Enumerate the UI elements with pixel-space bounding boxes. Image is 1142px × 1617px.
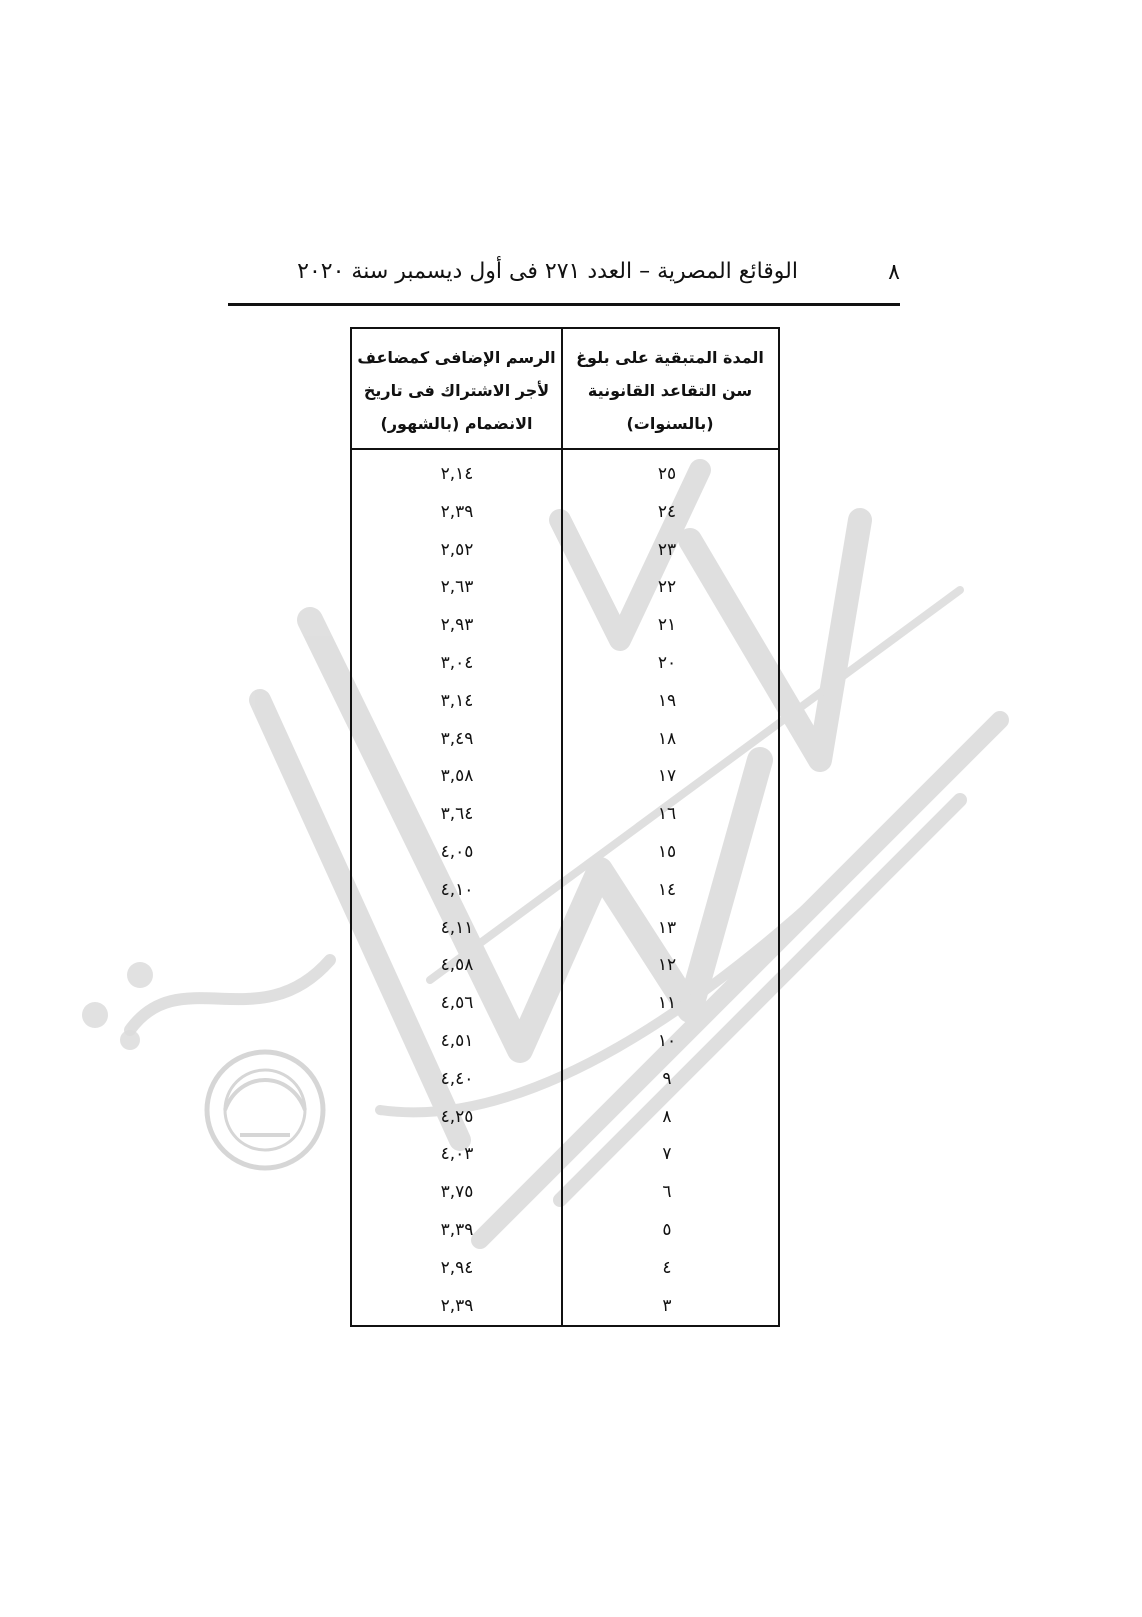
table-row xyxy=(352,721,778,759)
table-row xyxy=(352,1288,778,1326)
table-row xyxy=(352,1250,778,1288)
additional-fee-cell: ٣,٠٤ xyxy=(440,652,474,673)
remaining-years-cell: ١١ xyxy=(657,993,677,1014)
page-header xyxy=(228,256,900,296)
additional-fee-cell: ٤,٥١ xyxy=(440,1030,474,1051)
remaining-years-cell: ١٧ xyxy=(657,766,677,787)
column-header-remaining-years: المدة المتبقية على بلوغ سن التقاعد القانونية (بالسنوات) xyxy=(576,347,764,433)
table-row xyxy=(352,569,778,607)
table-row xyxy=(352,1174,778,1212)
table-row xyxy=(352,1099,778,1137)
remaining-years-cell: ١٤ xyxy=(657,879,677,900)
additional-fee-cell: ٣,٤٩ xyxy=(440,728,474,749)
table-row xyxy=(352,456,778,494)
remaining-years-cell: ٢٠ xyxy=(657,652,677,673)
page-title: الوقائع المصرية – العدد ٢٧١ فى أول ديسمبر سنة ٢٠٢٠ xyxy=(297,259,798,284)
remaining-years-cell: ١٢ xyxy=(657,955,677,976)
additional-fee-cell: ٣,٣٩ xyxy=(440,1219,474,1240)
table-row xyxy=(352,1061,778,1099)
column-header-additional-fee: الرسم الإضافى كمضاعف لأجر الاشتراك فى تاريخ الانضمام (بالشهور) xyxy=(357,347,556,433)
table-row xyxy=(352,834,778,872)
watermark-dot xyxy=(82,1002,108,1028)
table-row xyxy=(352,796,778,834)
table-row xyxy=(352,758,778,796)
remaining-years-cell: ٩ xyxy=(662,1068,672,1089)
remaining-years-cell: ١٨ xyxy=(657,728,677,749)
remaining-years-cell: ٨ xyxy=(662,1106,672,1127)
additional-fee-cell: ٢,٥٢ xyxy=(440,539,474,560)
remaining-years-cell: ٢٤ xyxy=(657,501,677,522)
table-row xyxy=(352,985,778,1023)
remaining-years-cell: ٣ xyxy=(662,1295,672,1316)
remaining-years-cell: ١٦ xyxy=(657,804,677,825)
remaining-years-cell: ٤ xyxy=(662,1257,672,1278)
watermark-dot xyxy=(120,1030,140,1050)
additional-fee-cell: ٢,٩٤ xyxy=(440,1257,474,1278)
remaining-years-cell: ١٣ xyxy=(657,917,677,938)
additional-fee-cell: ٤,٥٦ xyxy=(440,993,474,1014)
additional-fee-cell: ٤,٥٨ xyxy=(440,955,474,976)
table-row xyxy=(352,947,778,985)
remaining-years-cell: ١٠ xyxy=(657,1030,677,1051)
additional-fee-cell: ٤,٠٣ xyxy=(440,1144,474,1165)
header-divider xyxy=(228,303,900,306)
table-row xyxy=(352,607,778,645)
seal-emblem xyxy=(207,1052,323,1168)
table-row xyxy=(352,683,778,721)
additional-fee-cell: ٤,١١ xyxy=(440,917,474,938)
header-row-divider xyxy=(352,448,778,450)
additional-fee-cell: ٤,١٠ xyxy=(440,879,474,900)
fee-table xyxy=(350,327,780,1327)
remaining-years-cell: ٢٥ xyxy=(657,464,677,484)
additional-fee-cell: ٤,٤٠ xyxy=(440,1068,474,1089)
watermark-dot xyxy=(127,962,153,988)
additional-fee-cell: ٣,٦٤ xyxy=(440,804,474,825)
table-row xyxy=(352,1136,778,1174)
remaining-years-cell: ٢٣ xyxy=(657,539,677,560)
remaining-years-cell: ١٩ xyxy=(657,690,677,711)
table-row xyxy=(352,645,778,683)
remaining-years-cell: ٦ xyxy=(662,1182,672,1203)
table-row xyxy=(352,532,778,570)
remaining-years-cell: ٢١ xyxy=(657,615,677,636)
additional-fee-cell: ٢,١٤ xyxy=(440,464,474,484)
remaining-years-cell: ٢٢ xyxy=(657,577,677,598)
table-row xyxy=(352,910,778,948)
additional-fee-cell: ٢,٣٩ xyxy=(440,501,474,522)
table-row xyxy=(352,872,778,910)
table-row xyxy=(352,1212,778,1250)
remaining-years-cell: ١٥ xyxy=(657,841,677,862)
additional-fee-cell: ٢,٩٣ xyxy=(440,615,474,636)
watermark-stroke xyxy=(130,960,330,1030)
table-row xyxy=(352,1023,778,1061)
additional-fee-cell: ٣,٥٨ xyxy=(440,766,474,787)
additional-fee-cell: ٢,٣٩ xyxy=(440,1295,474,1316)
additional-fee-cell: ٤,٠٥ xyxy=(440,841,474,862)
additional-fee-cell: ٤,٢٥ xyxy=(440,1106,474,1127)
table-row xyxy=(352,494,778,532)
table-body xyxy=(352,456,778,1325)
additional-fee-cell: ٣,١٤ xyxy=(440,690,474,711)
additional-fee-cell: ٢,٦٣ xyxy=(440,577,474,598)
page-number: ٨ xyxy=(888,260,900,285)
remaining-years-cell: ٥ xyxy=(662,1219,672,1240)
additional-fee-cell: ٣,٧٥ xyxy=(440,1182,474,1203)
remaining-years-cell: ٧ xyxy=(662,1144,672,1165)
